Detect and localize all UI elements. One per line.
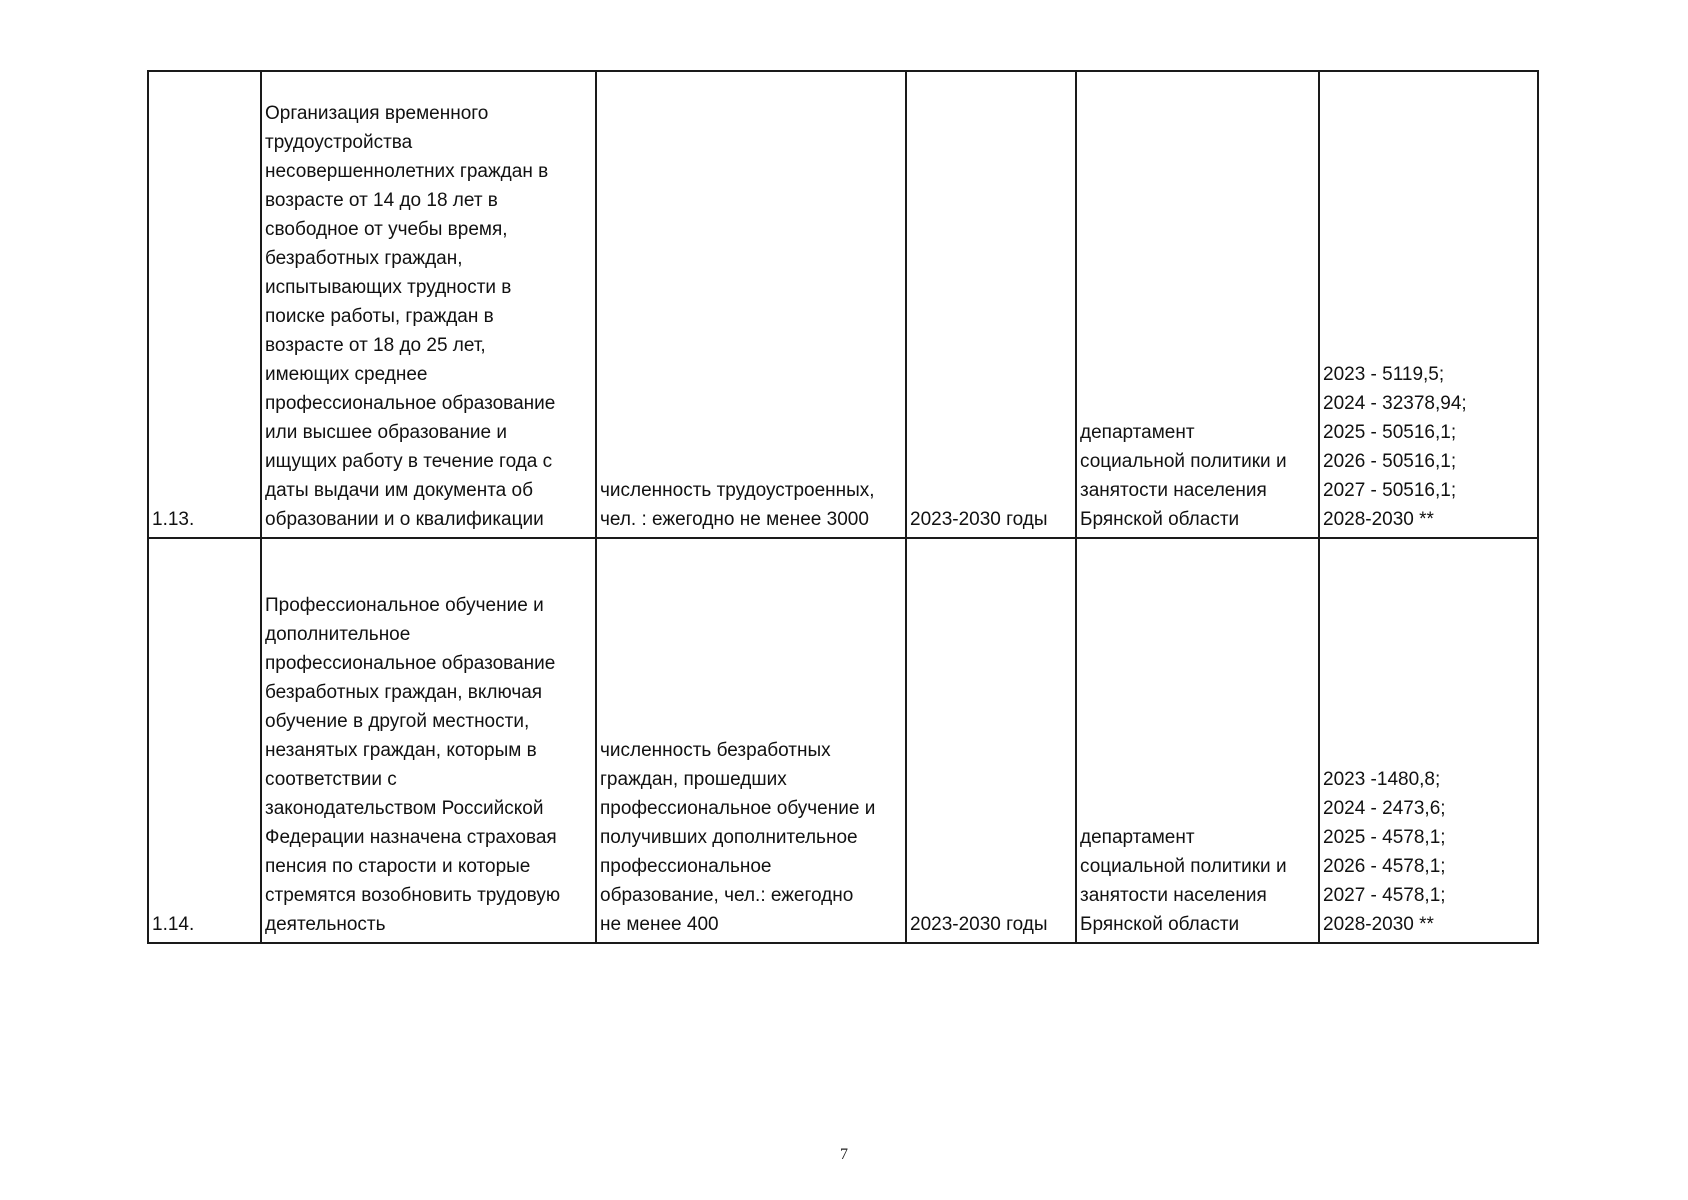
text-line: возрасте от 14 до 18 лет в [265,190,498,211]
text-line: незанятых граждан, которым в [265,740,537,761]
text-line: стремятся возобновить трудовую [265,885,561,906]
text-line: поиске работы, граждан в [265,306,494,327]
text-line: имеющих среднее [265,364,428,385]
text-line: 2028-2030 ** [1323,509,1434,530]
text-line: Организация временного [265,103,489,124]
responsible-executor [1080,418,1315,534]
text-line: безработных граждан, включая [265,682,543,703]
funding-volume [1323,360,1534,534]
text-line: граждан, прошедших [600,769,787,790]
cell-executor [1076,538,1319,943]
text-line: трудоустройства [265,132,413,153]
text-line: департамент [1080,422,1195,443]
text-line: Брянской области [1080,509,1240,530]
text-line: департамент [1080,827,1195,848]
activity-name [265,99,592,534]
cell-item-number [148,538,261,943]
item-number: 1.13. [152,509,195,530]
text-line: не менее 400 [600,914,719,935]
text-line: 2027 - 4578,1; [1323,885,1446,906]
text-line: 2023 - 5119,5; [1323,364,1445,385]
text-line: профессиональное образование [265,653,556,674]
text-line: или высшее образование и [265,422,507,443]
text-line: Профессиональное обучение и [265,595,544,616]
text-line: получивших дополнительное [600,827,858,848]
text-line: 2027 - 50516,1; [1323,480,1457,501]
text-line: возрасте от 18 до 25 лет, [265,335,486,356]
text-line: ищущих работу в течение года с [265,451,553,472]
target-indicator [600,736,902,939]
text-line: социальной политики и [1080,856,1287,877]
text-line: занятости населения [1080,885,1267,906]
text-line: 2025 - 4578,1; [1323,827,1446,848]
text-line: свободное от учебы время, [265,219,508,240]
text-line: образование, чел.: ежегодно [600,885,854,906]
text-line: профессиональное образование [265,393,556,414]
text-line: 2028-2030 ** [1323,914,1434,935]
table-row [148,538,1538,943]
text-line: соответствии с [265,769,397,790]
activity-name [265,591,592,939]
text-line: деятельность [265,914,386,935]
text-line: 2025 - 50516,1; [1323,422,1457,443]
text-line: социальной политики и [1080,451,1287,472]
text-line: профессиональное [600,856,772,877]
cell-activity-name [261,71,596,538]
funding-volume [1323,765,1534,939]
implementation-period: 2023-2030 годы [910,914,1048,935]
text-line: численность безработных [600,740,831,761]
cell-activity-name [261,538,596,943]
text-line: чел. : ежегодно не менее 3000 [600,509,869,530]
text-line: профессиональное обучение и [600,798,876,819]
cell-executor [1076,71,1319,538]
text-line: 2024 - 2473,6; [1323,798,1446,819]
responsible-executor [1080,823,1315,939]
text-line: численность трудоустроенных, [600,480,875,501]
cell-item-number [148,71,261,538]
text-line: даты выдачи им документа об [265,480,533,501]
cell-funding [1319,538,1538,943]
text-line: 2024 - 32378,94; [1323,393,1467,414]
page-number: 7 [840,1146,848,1163]
text-line: обучение в другой местности, [265,711,530,732]
item-number: 1.14. [152,914,195,935]
cell-indicator [596,71,906,538]
cell-period [906,71,1076,538]
target-indicator [600,476,902,534]
cell-indicator [596,538,906,943]
text-line: испытывающих трудности в [265,277,512,298]
text-line: занятости населения [1080,480,1267,501]
text-line: Федерации назначена страховая [265,827,557,848]
text-line: 2026 - 4578,1; [1323,856,1446,877]
program-activities-table [147,70,1539,944]
implementation-period: 2023-2030 годы [910,509,1048,530]
text-line: безработных граждан, [265,248,463,269]
table-row [148,71,1538,538]
cell-funding [1319,71,1538,538]
text-line: пенсия по старости и которые [265,856,531,877]
text-line: несовершеннолетних граждан в [265,161,549,182]
text-line: 2023 -1480,8; [1323,769,1441,790]
text-line: дополнительное [265,624,411,645]
cell-period [906,538,1076,943]
text-line: Брянской области [1080,914,1240,935]
text-line: законодательством Российской [265,798,544,819]
text-line: 2026 - 50516,1; [1323,451,1457,472]
text-line: образовании и о квалификации [265,509,544,530]
